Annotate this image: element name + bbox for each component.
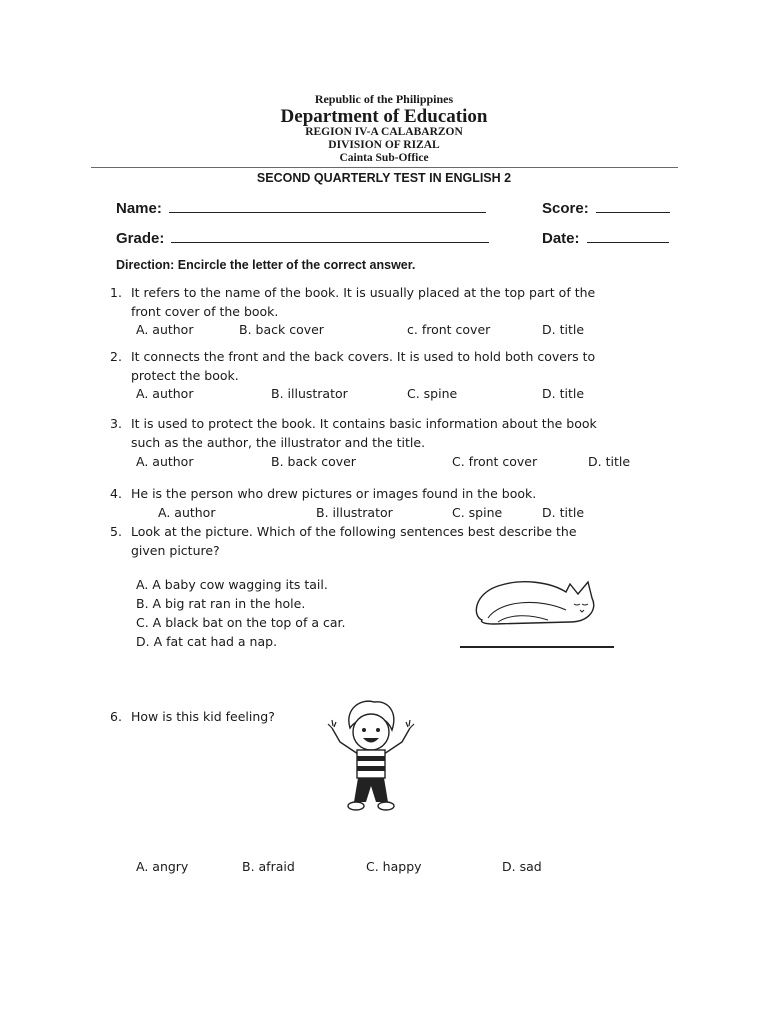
question-6-line1: How is this kid feeling? — [131, 709, 275, 724]
q4-option-d[interactable]: D. title — [542, 505, 585, 520]
question-2-number: 2. — [110, 349, 122, 364]
q6-option-b[interactable]: B. afraid — [242, 859, 295, 874]
q2-option-c[interactable]: C. spine — [407, 386, 458, 401]
test-title: SECOND QUARTERLY TEST IN ENGLISH 2 — [256, 171, 512, 185]
cat-image-underline — [460, 646, 614, 648]
q4-option-a[interactable]: A. author — [158, 505, 216, 520]
q3-option-b[interactable]: B. back cover — [271, 454, 356, 469]
question-5-number: 5. — [110, 524, 122, 539]
date-label: Date: — [542, 230, 580, 247]
q5-option-c[interactable]: C. A black bat on the top of a car. — [136, 615, 346, 630]
department-title: Department of Education — [280, 106, 488, 127]
question-3-line2: such as the author, the illustrator and the title. — [131, 435, 426, 450]
q4-option-c[interactable]: C. spine — [452, 505, 503, 520]
question-2-line1: It connects the front and the back covers. It is used to hold both covers to — [131, 349, 596, 364]
q6-option-d[interactable]: D. sad — [502, 859, 542, 874]
division-line: DIVISION OF RIZAL — [328, 139, 440, 151]
q5-option-d[interactable]: D. A fat cat had a nap. — [136, 634, 278, 649]
q1-option-b[interactable]: B. back cover — [239, 322, 324, 337]
name-field[interactable] — [116, 198, 486, 217]
question-3-line1: It is used to protect the book. It contains basic information about the book — [131, 416, 597, 431]
grade-field[interactable] — [116, 228, 489, 247]
question-1-line2: front cover of the book. — [131, 304, 279, 319]
question-2-line2: protect the book. — [131, 368, 239, 383]
direction-text: Direction: Encircle the letter of the correct answer. — [116, 258, 416, 272]
header-divider — [91, 167, 678, 168]
q3-option-c[interactable]: C. front cover — [452, 454, 538, 469]
q1-option-c[interactable]: c. front cover — [407, 322, 491, 337]
q5-option-a[interactable]: A. A baby cow wagging its tail. — [136, 577, 328, 592]
republic-line: Republic of the Philippines — [314, 92, 454, 106]
q6-option-a[interactable]: A. angry — [136, 859, 189, 874]
q5-option-b[interactable]: B. A big rat ran in the hole. — [136, 596, 306, 611]
office-line: Cainta Sub-Office — [339, 152, 429, 164]
region-line: REGION IV-A CALABARZON — [305, 126, 463, 138]
sleeping-cat-image — [470, 570, 602, 628]
question-1-line1: It refers to the name of the book. It is usually placed at the top part of the — [131, 285, 596, 300]
question-5-line2: given picture? — [131, 543, 220, 558]
question-4-line1: He is the person who drew pictures or images found in the book. — [131, 486, 537, 501]
question-4-number: 4. — [110, 486, 122, 501]
date-blank[interactable] — [587, 228, 669, 243]
question-5-line1: Look at the picture. Which of the following sentences best describe the — [131, 524, 577, 539]
q2-option-d[interactable]: D. title — [542, 386, 585, 401]
q4-option-b[interactable]: B. illustrator — [316, 505, 393, 520]
question-1-number: 1. — [110, 285, 122, 300]
name-label: Name: — [116, 200, 162, 217]
q1-option-a[interactable]: A. author — [136, 322, 194, 337]
score-label: Score: — [542, 200, 589, 217]
score-blank[interactable] — [596, 198, 670, 213]
score-field[interactable] — [542, 198, 670, 217]
q2-option-a[interactable]: A. author — [136, 386, 194, 401]
q2-option-b[interactable]: B. illustrator — [271, 386, 348, 401]
q1-option-d[interactable]: D. title — [542, 322, 585, 337]
question-6-number: 6. — [110, 709, 122, 724]
q6-option-c[interactable]: C. happy — [366, 859, 422, 874]
name-blank[interactable] — [169, 198, 486, 213]
grade-label: Grade: — [116, 230, 165, 247]
happy-kid-image — [322, 698, 418, 818]
question-3-number: 3. — [110, 416, 122, 431]
q3-option-a[interactable]: A. author — [136, 454, 194, 469]
q3-option-d[interactable]: D. title — [588, 454, 631, 469]
date-field[interactable] — [542, 228, 669, 247]
grade-blank[interactable] — [171, 228, 489, 243]
